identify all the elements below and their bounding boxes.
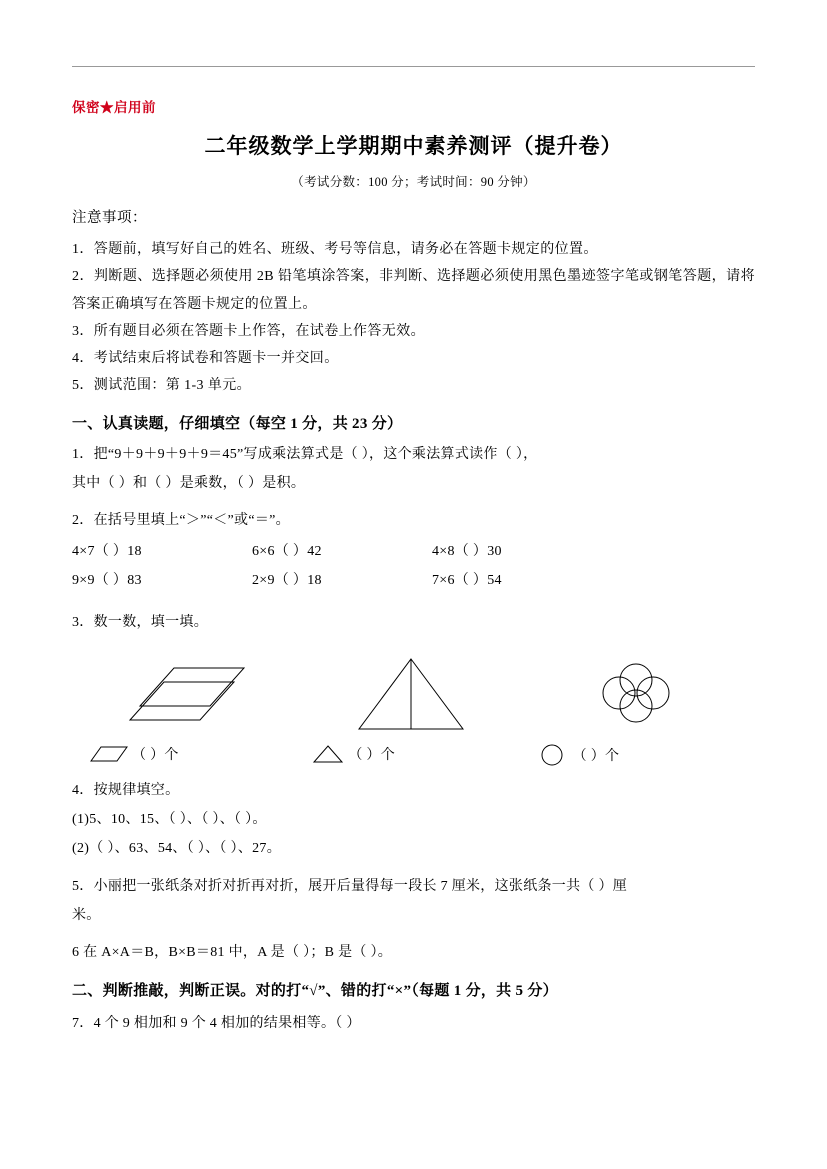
section-heading-true-false: 二、判断推敲，判断正误。对的打“√”、错的打“×”（每题 1 分，共 5 分） [72,982,558,999]
figure-column-3 [531,651,755,767]
question-4: 4．按规律填空。 [72,782,180,798]
circle-icon [537,743,571,767]
inequality-item: 9×9（ ）83 [72,573,142,589]
notice-item: 3．所有题目必须在答题卡上作答，在试卷上作答无效。 [72,323,425,339]
notice-item: 4．考试结束后将试卷和答题卡一并交回。 [72,351,339,367]
figure-answer-3 [531,743,620,767]
question-1-line-1: 1．把“9＋9＋9＋9＋9＝45”写成乘法算式是（ ），这个乘法算式读作（ ）， [72,446,538,462]
triangle-icon [312,743,346,765]
header-rule [72,66,755,67]
inequality-row [72,537,755,566]
figure-answer-1 [82,743,179,765]
parallelogram-icon [88,743,130,765]
figure-column-1 [82,651,306,767]
question-4-part-1: (1)5、10、15、（ ）、（ ）、（ ）。 [72,812,267,828]
question-5-line-1: 5．小丽把一张纸条对折对折再对折，展开后量得每一段长 7 厘米，这张纸条一共（ ）厘 [72,878,628,894]
page-content [72,0,755,1037]
confidential-label: 保密★启用前 [72,100,156,115]
question-1-line-2: 其中（ ）和（ ）是乘数，（ ）是积。 [72,476,306,492]
inequality-item: 7×6（ ）54 [432,573,502,589]
figure-answer-blank: （ ）个 [132,747,179,763]
triangle-divided-icon [306,651,516,737]
figure-answer-2 [306,743,395,765]
parallelogram-overlap-icon [82,651,292,737]
question-5-line-2: 米。 [72,907,101,923]
figure-counting-group [72,651,755,767]
inequality-item: 6×6（ ）42 [252,543,322,559]
notice-item: 5．测试范围：第 1-3 单元。 [72,378,252,394]
notice-item: 2．判断题、选择题必须使用 2B 铅笔填涂答案，非判断、选择题必须使用黑色墨迹签字笔或钢笔答题，请将答案正确填写在答题卡规定的位置上。 [72,269,755,312]
section-heading-fill-in-blanks: 一、认真读题，仔细填空（每空 1 分，共 23 分） [72,415,403,432]
inequality-row [72,566,755,595]
inequality-item: 4×8（ ）30 [432,543,502,559]
figure-answer-blank: （ ）个 [348,747,396,763]
question-6: 6 在 A×A＝B，B×B＝81 中，A 是（ ）；B 是（ ）。 [72,945,393,961]
inequality-item: 2×9（ ）18 [252,573,322,589]
figure-answer-blank: （ ）个 [572,748,620,764]
page-title: 二年级数学上学期期中素养测评（提升卷） [204,134,623,158]
question-4-part-2: (2)（ ）、63、54、（ ）、（ ）、27。 [72,841,282,857]
notice-title: 注意事项： [72,210,147,226]
four-circles-icon [531,651,741,737]
question-3: 3．数一数，填一填。 [72,615,208,631]
exam-info-subtitle: （考试分数：100 分；考试时间：90 分钟） [291,175,536,189]
question-2: 2．在括号里填上“＞”“＜”或“＝”。 [72,513,290,529]
notice-item: 1．答题前，填写好自己的姓名、班级、考号等信息，请务必在答题卡规定的位置。 [72,242,598,257]
question-7: 7．4 个 9 相加和 9 个 4 相加的结果相等。（ ） [72,1015,361,1031]
figure-column-2 [306,651,530,767]
inequality-item: 4×7（ ）18 [72,543,142,559]
